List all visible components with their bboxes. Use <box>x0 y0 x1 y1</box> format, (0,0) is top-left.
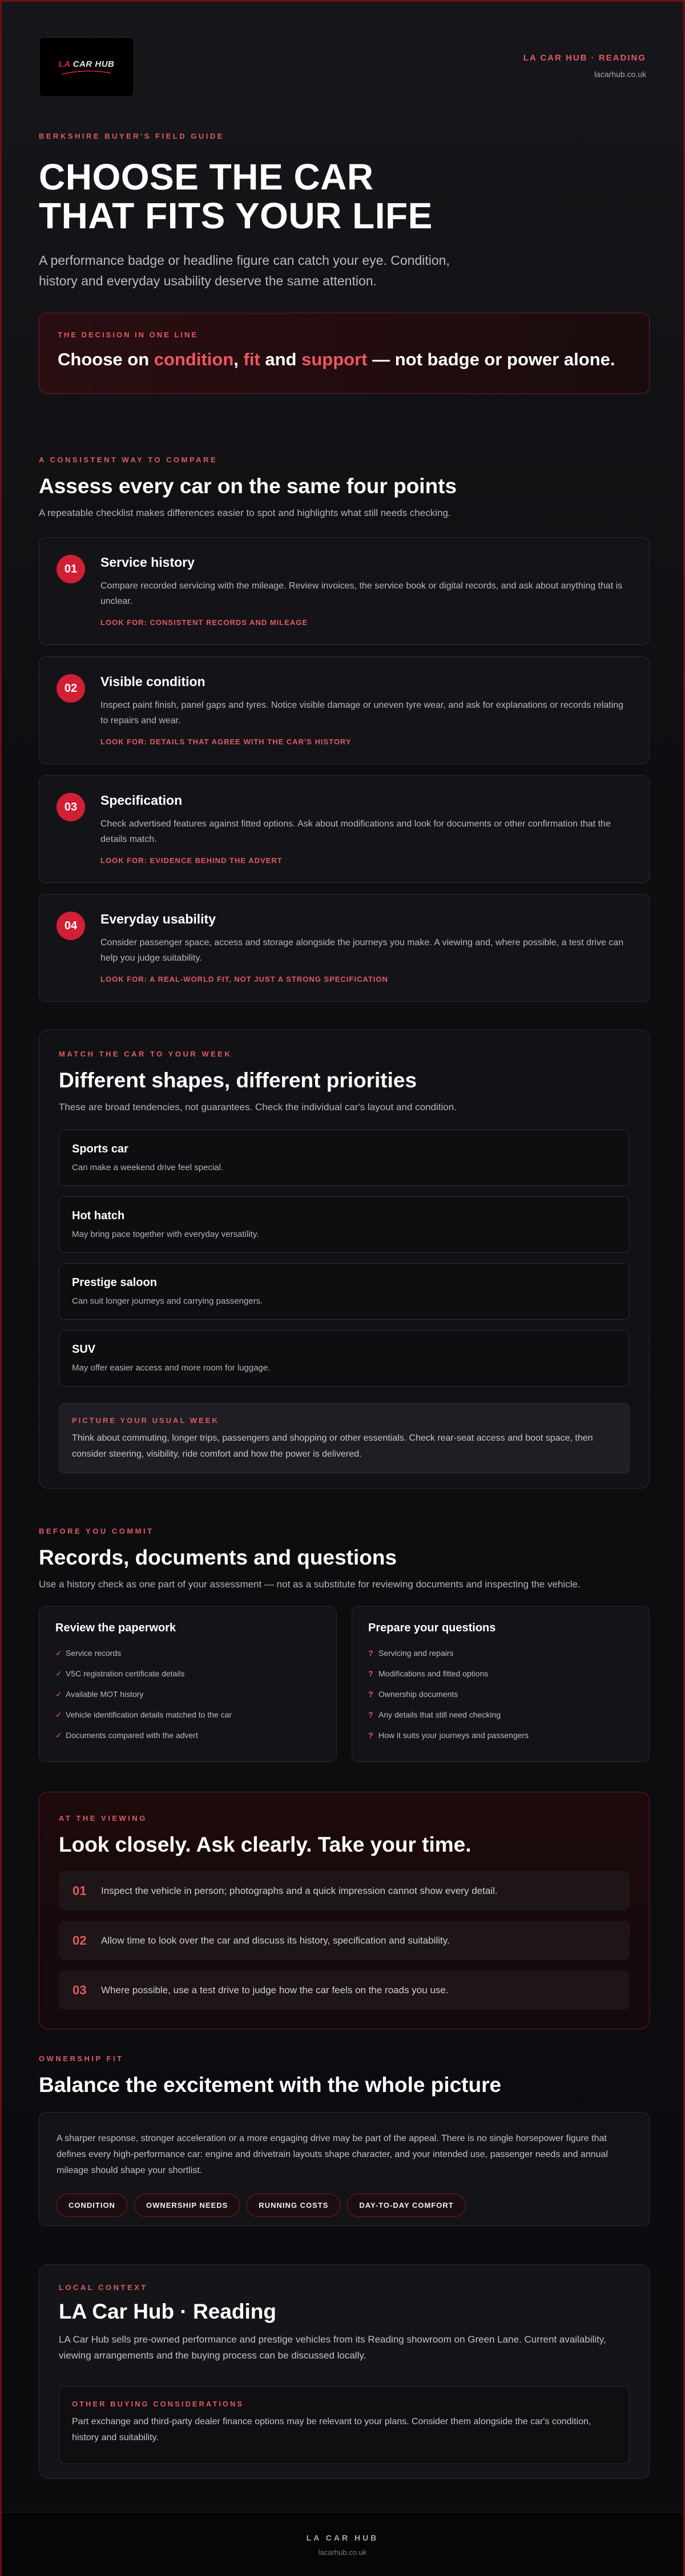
question-icon: ? <box>368 1669 373 1678</box>
viewing-row <box>59 1970 630 2010</box>
question-item <box>368 1643 633 1663</box>
paperwork-title: Review the paperwork <box>55 1622 176 1634</box>
step-description: Consider passenger space, access and storage alongside the journeys you make. A viewing and, where possible, a test drive can help you judge suitability. <box>100 938 624 963</box>
checklist-item-label: Service records <box>66 1648 122 1658</box>
decision-word-condition: condition <box>154 349 234 369</box>
shapes-title: Different shapes, different priorities <box>59 1069 417 1092</box>
local-eyebrow: LOCAL CONTEXT <box>59 2283 148 2292</box>
shape-title: SUV <box>72 1343 96 1356</box>
fit-box <box>39 2112 650 2226</box>
decision-callout <box>39 313 650 394</box>
decision-word-support: support <box>301 349 368 369</box>
step-description: Check advertised features against fitted options. Ask about modifications and look for documents or other confirmation that the details match. <box>100 819 611 844</box>
fit-heading <box>39 2054 650 2097</box>
local-title: LA Car Hub · Reading <box>59 2300 276 2323</box>
shape-card <box>59 1130 630 1186</box>
step-title: Everyday usability <box>100 912 216 926</box>
hero-subtitle <box>39 250 650 291</box>
paperwork-panel <box>39 1606 337 1762</box>
shape-card <box>59 1196 630 1253</box>
decision-post: — not badge or power alone. <box>367 349 615 369</box>
records-title: Records, documents and questions <box>39 1546 397 1569</box>
shape-description: Can suit longer journeys and carrying passengers. <box>72 1296 263 1306</box>
assess-subtitle: A repeatable checklist makes differences easier to spot and highlights what still needs checking. <box>39 507 451 518</box>
checklist-item <box>55 1684 320 1704</box>
week-title: PICTURE YOUR USUAL WEEK <box>72 1416 219 1425</box>
shape-title: Sports car <box>72 1143 128 1155</box>
hero-subtitle-line-1: A performance badge or headline figure can catch your eye. Condition, <box>39 253 450 268</box>
assess-eyebrow: A CONSISTENT WAY TO COMPARE <box>39 455 218 464</box>
question-item-label: Ownership documents <box>378 1690 458 1699</box>
shape-title: Prestige saloon <box>72 1276 157 1289</box>
viewing-row-text: Where possible, use a test drive to judge how the car feels on the roads you use. <box>101 1984 449 1996</box>
viewing-title: Look closely. Ask clearly. Take your time. <box>59 1833 472 1856</box>
step-title: Visible condition <box>100 674 206 689</box>
question-item <box>368 1663 633 1684</box>
question-icon: ? <box>368 1690 373 1699</box>
viewing-row-number: 03 <box>72 1982 87 1997</box>
other-description: Part exchange and third-party dealer finance options may be relevant to your plans. Consider them alongside the car's condition, history and suitability. <box>72 2417 591 2442</box>
chip-condition: CONDITION <box>57 2194 127 2217</box>
decision-sep-1: , <box>233 349 244 369</box>
viewing-section <box>39 1792 650 2029</box>
step-description: Compare recorded servicing with the mileage. Review invoices, the service book or digital records, and ask about anything that is unclear. <box>100 581 623 606</box>
brand-name: LA CAR HUB · READING <box>523 53 646 63</box>
fit-title: Balance the excitement with the whole picture <box>39 2073 502 2097</box>
question-icon: ? <box>368 1731 373 1740</box>
viewing-eyebrow: AT THE VIEWING <box>59 1814 147 1823</box>
step-look-for: LOOK FOR: A REAL-WORLD FIT, NOT JUST A STRONG SPECIFICATION <box>100 975 388 983</box>
step-number-badge: 04 <box>57 912 85 940</box>
assess-title: Assess every car on the same four points <box>39 474 457 498</box>
records-eyebrow: BEFORE YOU COMMIT <box>39 1527 154 1535</box>
decision-line <box>58 349 631 370</box>
footer <box>2 2512 683 2576</box>
decision-pre: Choose on <box>58 349 154 369</box>
logo-swoosh-icon <box>61 70 112 75</box>
hero-title-line-2: THAT FITS YOUR LIFE <box>39 195 433 236</box>
question-item <box>368 1725 633 1745</box>
step-number-badge: 03 <box>57 793 85 821</box>
checklist-item-label: Documents compared with the advert <box>66 1731 198 1740</box>
logo-la: LA <box>58 59 71 69</box>
viewing-row <box>59 1921 630 1960</box>
shapes-subtitle: These are broad tendencies, not guarantees. Check the individual car's layout and condition. <box>59 1102 457 1112</box>
question-item-label: Servicing and repairs <box>378 1648 454 1658</box>
question-item-label: Any details that still need checking <box>378 1710 501 1719</box>
step-description: Inspect paint finish, panel gaps and tyres. Notice visible damage or uneven tyre wear, and ask for explanations or records relating to repairs and wear. <box>100 700 624 725</box>
checklist-item-label: Vehicle identification details matched to the car <box>66 1710 232 1719</box>
shapes-section <box>39 1030 650 1489</box>
fit-eyebrow: OWNERSHIP FIT <box>39 2054 124 2063</box>
check-icon: ✓ <box>55 1690 62 1699</box>
questions-title: Prepare your questions <box>368 1622 496 1634</box>
hero-title <box>39 158 650 235</box>
step-number-badge: 02 <box>57 674 85 703</box>
assess-step <box>39 656 650 764</box>
viewing-row-number: 01 <box>72 1883 87 1898</box>
question-item <box>368 1704 633 1725</box>
questions-panel <box>352 1606 650 1762</box>
viewing-row-text: Inspect the vehicle in person; photographs and a quick impression cannot show every detail. <box>101 1885 498 1896</box>
decision-sep-2: and <box>260 349 302 369</box>
assess-step <box>39 775 650 883</box>
shape-description: May bring pace together with everyday versatility. <box>72 1229 259 1239</box>
fit-chips <box>57 2194 632 2217</box>
shape-card <box>59 1330 630 1386</box>
step-look-for: LOOK FOR: DETAILS THAT AGREE WITH THE CAR'S HISTORY <box>100 737 352 746</box>
fit-description: A sharper response, stronger acceleration or a more engaging drive may be part of the appeal. There is no single horsepower figure that defines every high-performance car: engine and drivetrain layouts shape character, and your intended use, passenger needs and annual mileage should shape your shortlist. <box>57 2134 608 2175</box>
question-icon: ? <box>368 1648 373 1658</box>
assess-heading <box>39 455 650 519</box>
question-item-label: How it suits your journeys and passengers <box>378 1731 529 1740</box>
shape-description: Can make a weekend drive feel special. <box>72 1163 224 1172</box>
local-section <box>39 2264 650 2479</box>
checklist-item-label: V5C registration certificate details <box>66 1669 185 1678</box>
question-item-label: Modifications and fitted options <box>378 1669 489 1678</box>
header-brand <box>523 53 646 79</box>
step-title: Service history <box>100 555 195 570</box>
question-icon: ? <box>368 1710 373 1719</box>
chip-day-to-day-comfort: DAY-TO-DAY COMFORT <box>347 2194 465 2217</box>
assess-step <box>39 894 650 1002</box>
shape-description: May offer easier access and more room for luggage. <box>72 1363 271 1373</box>
decision-label: THE DECISION IN ONE LINE <box>58 330 199 339</box>
records-subtitle: Use a history check as one part of your assessment — not as a substitute for reviewing documents and inspecting the vehicle. <box>39 1579 581 1590</box>
step-number-badge: 01 <box>57 555 85 583</box>
shape-title: Hot hatch <box>72 1210 125 1222</box>
checklist-item <box>55 1663 320 1684</box>
hero-title-line-1: CHOOSE THE CAR <box>39 156 374 197</box>
step-look-for: LOOK FOR: CONSISTENT RECORDS AND MILEAGE <box>100 618 308 627</box>
other-considerations <box>59 2386 630 2464</box>
footer-url[interactable]: lacarhub.co.uk <box>318 2548 367 2557</box>
hero-eyebrow: BERKSHIRE BUYER'S FIELD GUIDE <box>39 132 224 140</box>
week-box <box>59 1403 630 1473</box>
logo-wordmark <box>59 59 115 69</box>
brand-url[interactable]: lacarhub.co.uk <box>594 70 646 79</box>
checklist-item <box>55 1643 320 1663</box>
viewing-row <box>59 1871 630 1910</box>
hero <box>39 132 650 291</box>
decision-word-fit: fit <box>243 349 260 369</box>
question-item <box>368 1684 633 1704</box>
checklist-item <box>55 1725 320 1745</box>
footer-brand: LA CAR HUB <box>306 2533 379 2542</box>
chip-running-costs: RUNNING COSTS <box>247 2194 340 2217</box>
shape-card <box>59 1263 630 1320</box>
assess-step <box>39 537 650 645</box>
other-title: OTHER BUYING CONSIDERATIONS <box>72 2400 244 2408</box>
local-description: LA Car Hub sells pre-owned performance and prestige vehicles from its Reading showroom on Green Lane. Current availability, viewing arrangements and the buying process can be discussed locally. <box>59 2334 606 2361</box>
shapes-eyebrow: MATCH THE CAR TO YOUR WEEK <box>59 1050 232 1058</box>
checklist-item-label: Available MOT history <box>66 1690 144 1699</box>
check-icon: ✓ <box>55 1648 62 1658</box>
step-title: Specification <box>100 793 183 808</box>
week-description: Think about commuting, longer trips, passengers and shopping or other essentials. Check rear-seat access and boot space, then consider steering, visibility, ride comfort and how the power is delivered. <box>72 1433 593 1459</box>
viewing-row-text: Allow time to look over the car and discuss its history, specification and suitability. <box>101 1934 450 1946</box>
brand-logo[interactable] <box>39 37 134 97</box>
check-icon: ✓ <box>55 1669 62 1678</box>
checklist-item <box>55 1704 320 1725</box>
logo-hub: CAR HUB <box>72 59 115 69</box>
records-heading <box>39 1527 650 1590</box>
check-icon: ✓ <box>55 1731 62 1740</box>
viewing-row-number: 02 <box>72 1933 87 1948</box>
step-look-for: LOOK FOR: EVIDENCE BEHIND THE ADVERT <box>100 856 283 865</box>
check-icon: ✓ <box>55 1710 62 1719</box>
chip-ownership-needs: OWNERSHIP NEEDS <box>134 2194 240 2217</box>
hero-subtitle-line-2: history and everyday usability deserve the same attention. <box>39 273 377 288</box>
